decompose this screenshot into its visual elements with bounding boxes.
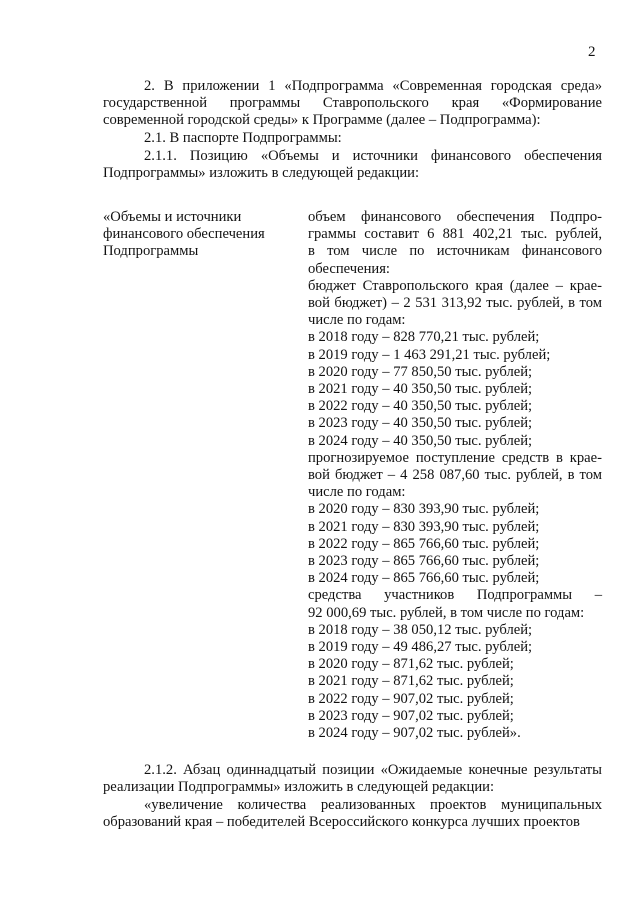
paragraph-passport: 2.1. В паспорте Подпрограммы: <box>144 130 342 146</box>
funding-line: средства участников Подпрограммы – <box>308 587 602 604</box>
funding-line: в 2022 году – 907,02 тыс. рублей; <box>308 690 514 707</box>
funding-table-values <box>308 209 602 742</box>
funding-line: объем финансового обеспечения Подпро- <box>308 209 602 225</box>
funding-line: 92 000,69 тыс. рублей, в том числе по годам: <box>308 604 585 621</box>
funding-line: в 2022 году – 865 766,60 тыс. рублей; <box>308 535 540 552</box>
paragraph-amendment-intro: 2. В приложении 1 «Подпрограмма «Современная городская среда» государственной программы Ставропольского края «Формирование современной городской среды» к Программе (далее – Подпрограмма): <box>103 78 602 129</box>
funding-line: в 2024 году – 40 350,50 тыс. рублей; <box>308 432 533 449</box>
funding-line: в 2020 году – 77 850,50 тыс. рублей; <box>308 363 533 380</box>
funding-line: в 2024 году – 865 766,60 тыс. рублей; <box>308 570 540 587</box>
funding-line: в 2018 году – 38 050,12 тыс. рублей; <box>308 621 533 638</box>
paragraph-funding-position: 2.1.1. Позицию «Объемы и источники финансового обеспечения Подпрограммы» изложить в следующей редакции: <box>103 148 602 182</box>
paragraph-expected-results: 2.1.2. Абзац одиннадцатый позиции «Ожидаемые конечные результаты реализации Подпрограммы» изложить в следующей редакции: <box>103 762 602 796</box>
funding-line: в 2018 году – 828 770,21 тыс. рублей; <box>308 329 540 346</box>
funding-table-label: «Объемы и источники финансового обеспечения Подпрограммы <box>103 209 265 260</box>
funding-line: в 2020 году – 871,62 тыс. рублей; <box>308 656 514 673</box>
funding-line: бюджет Ставропольского края (далее – крае- <box>308 277 602 294</box>
funding-line: в 2023 году – 40 350,50 тыс. рублей; <box>308 415 533 432</box>
funding-line: в 2023 году – 907,02 тыс. рублей; <box>308 707 514 724</box>
funding-line: обеспечения: <box>308 260 390 277</box>
funding-line: вой бюджет – 4 258 087,60 тыс. рублей, в том <box>308 467 602 484</box>
funding-line: в 2019 году – 49 486,27 тыс. рублей; <box>308 639 533 656</box>
funding-line: числе по годам: <box>308 312 406 329</box>
funding-line: в 2024 году – 907,02 тыс. рублей». <box>308 725 521 742</box>
page-number: 2 <box>588 44 596 60</box>
funding-line: вой бюджет) – 2 531 313,92 тыс. рублей, в том <box>308 295 602 312</box>
funding-line: в 2019 году – 1 463 291,21 тыс. рублей; <box>308 346 551 363</box>
funding-line: граммы составит 6 881 402,21 тыс. рублей, <box>308 226 602 243</box>
funding-line: в том числе по источникам финансового <box>308 243 602 260</box>
funding-line: в 2022 году – 40 350,50 тыс. рублей; <box>308 398 533 415</box>
funding-line: в 2023 году – 865 766,60 тыс. рублей; <box>308 553 540 570</box>
funding-line: в 2020 году – 830 393,90 тыс. рублей; <box>308 501 540 518</box>
funding-line: прогнозируемое поступление средств в крае- <box>308 449 602 466</box>
funding-line: числе по годам: <box>308 484 406 501</box>
funding-line: в 2021 году – 40 350,50 тыс. рублей; <box>308 381 533 398</box>
funding-line: в 2021 году – 830 393,90 тыс. рублей; <box>308 518 540 535</box>
paragraph-quote: «увеличение количества реализованных проектов муниципальных образований края – победителей Всероссийского конкурса лучших проектов <box>103 797 602 831</box>
funding-line: в 2021 году – 871,62 тыс. рублей; <box>308 673 514 690</box>
